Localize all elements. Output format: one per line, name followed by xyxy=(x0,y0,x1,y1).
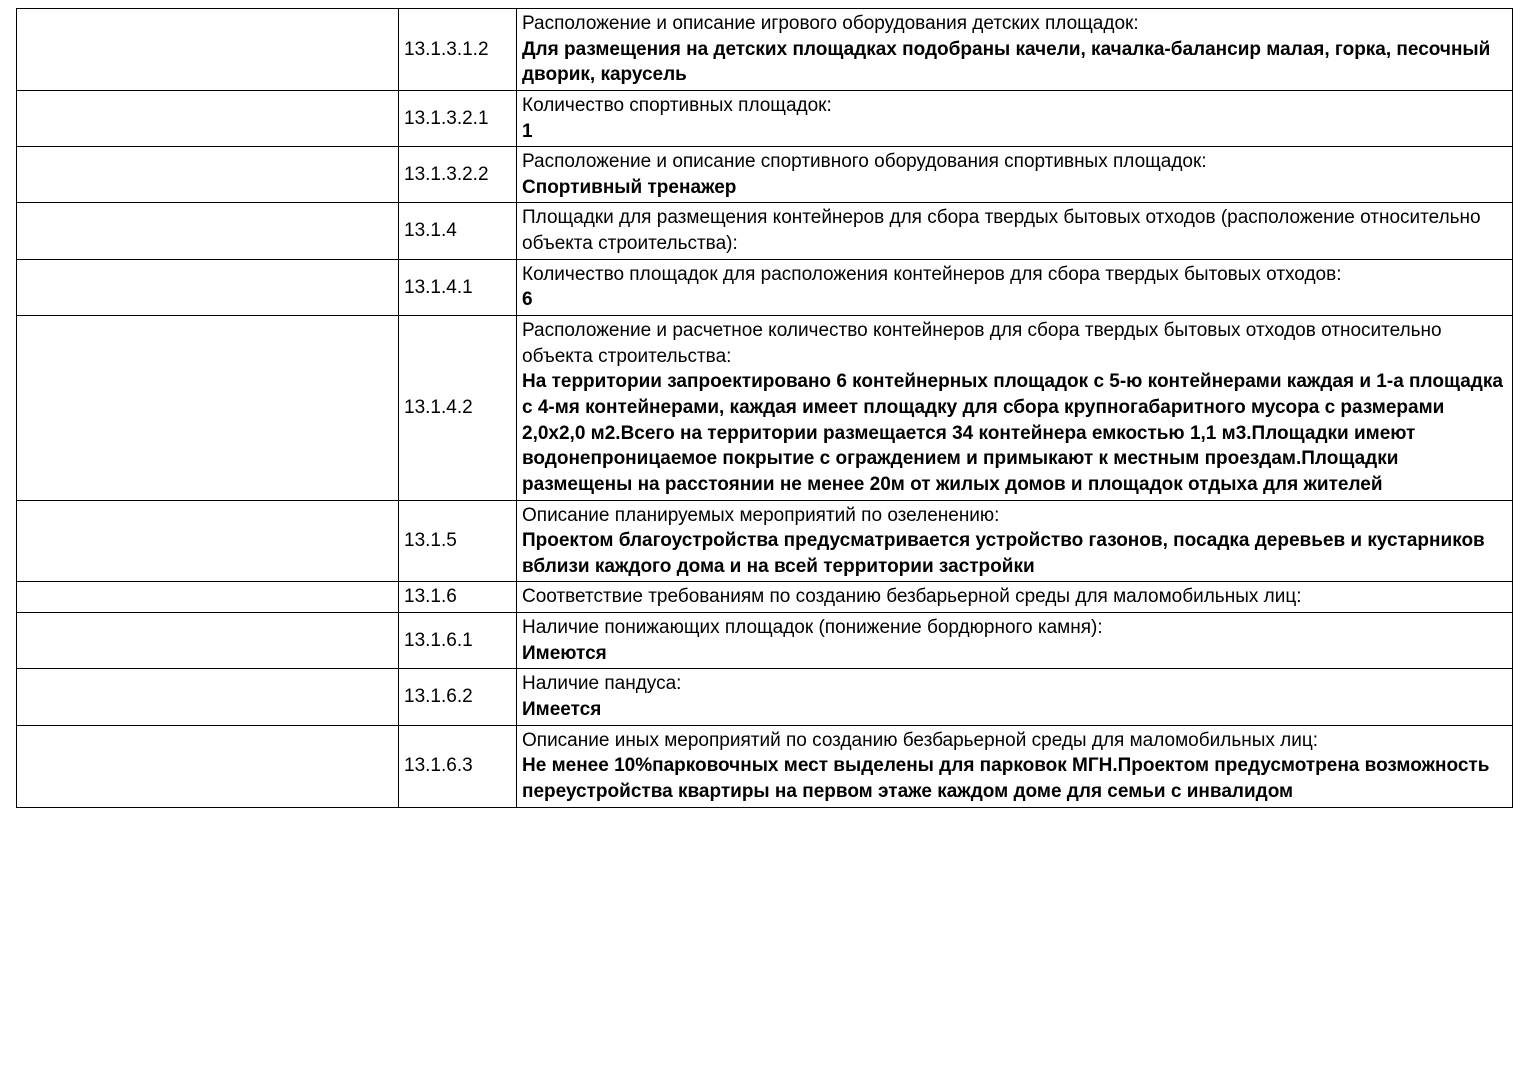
item-label: Описание планируемых мероприятий по озеленению: xyxy=(522,504,1000,526)
item-value: 1 xyxy=(522,120,533,142)
item-value: Имеется xyxy=(522,699,602,721)
parameters-table-body xyxy=(17,9,1513,808)
table-row xyxy=(17,203,1513,259)
empty-cell xyxy=(17,725,399,807)
item-content-cell xyxy=(517,613,1513,669)
table-row xyxy=(17,90,1513,146)
empty-cell xyxy=(17,582,399,613)
item-label: Расположение и расчетное количество контейнеров для сбора твердых бытовых отходов относительно объекта строительства: xyxy=(522,320,1442,367)
item-content-cell xyxy=(517,669,1513,725)
table-row xyxy=(17,9,1513,91)
item-label: Расположение и описание спортивного оборудования спортивных площадок: xyxy=(522,151,1207,173)
empty-cell xyxy=(17,316,399,500)
table-row xyxy=(17,147,1513,203)
item-content-cell xyxy=(517,259,1513,315)
table-row xyxy=(17,259,1513,315)
item-number-cell: 13.1.6.2 xyxy=(399,669,517,725)
empty-cell xyxy=(17,9,399,91)
table-row xyxy=(17,669,1513,725)
item-label: Площадки для размещения контейнеров для сбора твердых бытовых отходов (расположение относительно объекта строительства): xyxy=(522,207,1481,255)
item-number-cell: 13.1.6.3 xyxy=(399,725,517,807)
empty-cell xyxy=(17,203,399,259)
item-value: Имеются xyxy=(522,642,607,664)
item-value: Не менее 10%парковочных мест выделены для парковок МГН.Проектом предусмотрена возможность переустройства квартиры на первом этаже каждом доме для семьи с инвалидом xyxy=(522,755,1490,802)
empty-cell xyxy=(17,669,399,725)
item-number-cell: 13.1.3.2.1 xyxy=(399,90,517,146)
item-content-cell xyxy=(517,316,1513,500)
empty-cell xyxy=(17,147,399,203)
empty-cell xyxy=(17,500,399,582)
item-number-cell: 13.1.3.2.2 xyxy=(399,147,517,203)
item-label: Количество спортивных площадок: xyxy=(522,94,832,116)
item-label: Расположение и описание игрового оборудования детских площадок: xyxy=(522,13,1139,34)
item-content-cell xyxy=(517,203,1513,259)
item-label: Наличие пандуса: xyxy=(522,673,682,695)
item-number-cell: 13.1.6 xyxy=(399,582,517,613)
item-number-cell: 13.1.4 xyxy=(399,203,517,259)
table-row xyxy=(17,316,1513,500)
item-number-cell: 13.1.6.1 xyxy=(399,613,517,669)
table-row xyxy=(17,613,1513,669)
table-row xyxy=(17,500,1513,582)
project-parameters-document xyxy=(16,8,1513,808)
item-number-cell: 13.1.4.2 xyxy=(399,316,517,500)
item-number-cell: 13.1.5 xyxy=(399,500,517,582)
item-content-cell xyxy=(517,90,1513,146)
parameters-table xyxy=(16,8,1513,808)
item-label: Наличие понижающих площадок (понижение бордюрного камня): xyxy=(522,617,1103,639)
item-number-cell: 13.1.3.1.2 xyxy=(399,9,517,91)
item-value: 6 xyxy=(522,289,533,311)
table-row xyxy=(17,725,1513,807)
item-value: На территории запроектировано 6 контейнерных площадок с 5-ю контейнерами каждая и 1-а площадка с 4-мя контейнерами, каждая имеет площадку для сбора крупногабаритного мусора с размерами 2,0х2,0 м2.Всего на территории размещается 34 контейнера емкостью 1,1 м3.Площадки имеют водонепроницаемое покрытие с ограждением и примыкают к местным проездам.Площадки размещены на расстоянии не менее 20м от жилых домов и площадок отдыха для жителей xyxy=(522,371,1503,495)
item-content-cell xyxy=(517,9,1513,91)
item-value: Проектом благоустройства предусматривается устройство газонов, посадка деревьев и кустарников вблизи каждого дома и на всей территории застройки xyxy=(522,530,1485,577)
item-label: Описание иных мероприятий по созданию безбарьерной среды для маломобильных лиц: xyxy=(522,729,1319,751)
item-value: Спортивный тренажер xyxy=(522,176,737,198)
item-label: Соответствие требованиям по созданию безбарьерной среды для маломобильных лиц: xyxy=(522,586,1302,608)
empty-cell xyxy=(17,90,399,146)
table-row xyxy=(17,582,1513,613)
item-content-cell xyxy=(517,582,1513,613)
item-value: Для размещения на детских площадках подобраны качели, качалка-балансир малая, горка, песочный дворик, карусель xyxy=(522,38,1491,86)
item-number-cell: 13.1.4.1 xyxy=(399,259,517,315)
item-content-cell xyxy=(517,147,1513,203)
item-label: Количество площадок для расположения контейнеров для сбора твердых бытовых отходов: xyxy=(522,263,1342,285)
item-content-cell xyxy=(517,725,1513,807)
empty-cell xyxy=(17,613,399,669)
empty-cell xyxy=(17,259,399,315)
item-content-cell xyxy=(517,500,1513,582)
